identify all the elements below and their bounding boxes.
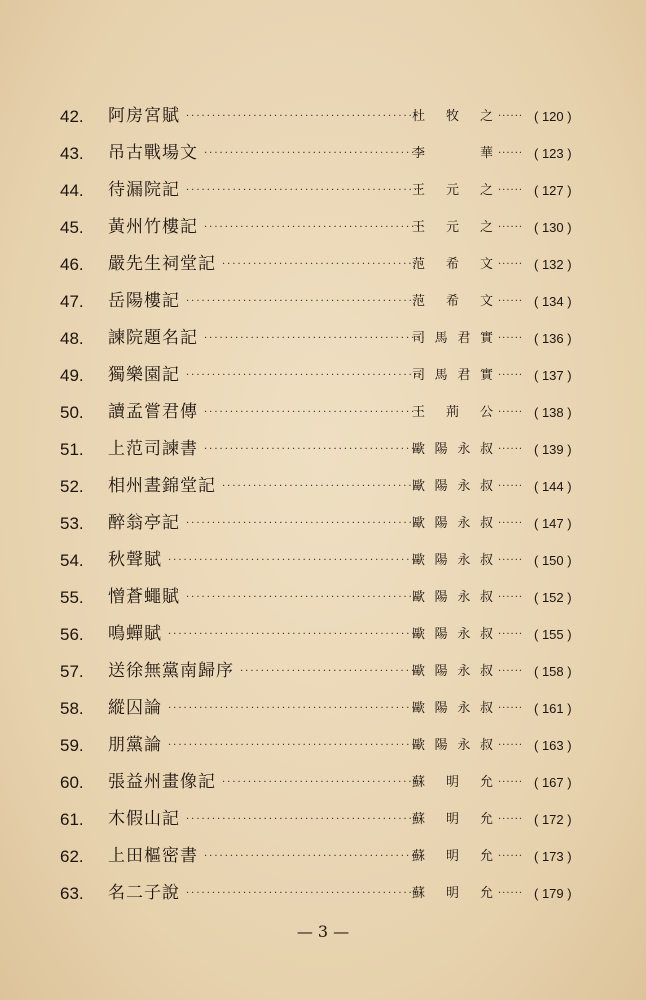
entry-title: 諫院題名記 bbox=[108, 328, 198, 348]
title-leader-dots: ··········································· bbox=[204, 444, 427, 455]
entry-author: 歐陽永叔 bbox=[412, 627, 496, 642]
entry-title: 相州晝錦堂記 bbox=[108, 476, 216, 496]
entry-page: ( 152 ) bbox=[534, 590, 572, 605]
entry-number: 58. bbox=[60, 699, 84, 718]
entry-number: 48. bbox=[60, 329, 84, 348]
toc-entry bbox=[60, 690, 600, 727]
entry-page: ( 130 ) bbox=[534, 220, 572, 235]
entry-author: 歐陽永叔 bbox=[412, 590, 496, 605]
title-leader-dots: ······································· bbox=[222, 481, 424, 492]
title-leader-dots: ···································· bbox=[240, 666, 427, 677]
entry-number: 54. bbox=[60, 551, 84, 570]
entry-page: ( 127 ) bbox=[534, 183, 572, 198]
toc-entry bbox=[60, 653, 600, 690]
toc-entry bbox=[60, 727, 600, 764]
leader-dots: ······ bbox=[498, 407, 524, 418]
entry-number: 60. bbox=[60, 773, 84, 792]
entry-author: 蘇明允 bbox=[412, 849, 496, 864]
title-leader-dots: ·············································· bbox=[186, 370, 425, 381]
title-leader-dots: ·············································· bbox=[186, 111, 425, 122]
entry-author: 歐陽永叔 bbox=[412, 701, 496, 716]
entry-page: ( 179 ) bbox=[534, 886, 572, 901]
entry-number: 62. bbox=[60, 847, 84, 866]
entry-page: ( 163 ) bbox=[534, 738, 572, 753]
entry-number: 52. bbox=[60, 477, 84, 496]
title-leader-dots: ······································· bbox=[222, 777, 424, 788]
entry-author: 范希文 bbox=[412, 257, 496, 272]
title-leader-dots: ··········································· bbox=[204, 851, 427, 862]
entry-author: 歐陽永叔 bbox=[412, 738, 496, 753]
title-leader-dots: ·················································· bbox=[168, 703, 427, 714]
entry-title: 送徐無黨南歸序 bbox=[108, 661, 234, 681]
entry-title: 嚴先生祠堂記 bbox=[108, 254, 216, 274]
entry-title: 朋黨論 bbox=[108, 735, 162, 755]
title-leader-dots: ·················································· bbox=[168, 555, 427, 566]
entry-author: 王元之 bbox=[412, 220, 496, 235]
entry-author: 歐陽永叔 bbox=[412, 479, 496, 494]
entry-number: 51. bbox=[60, 440, 84, 459]
entry-page: ( 123 ) bbox=[534, 146, 572, 161]
leader-dots: ······ bbox=[498, 222, 524, 233]
entry-page: ( 138 ) bbox=[534, 405, 572, 420]
entry-number: 59. bbox=[60, 736, 84, 755]
entry-author: 司馬君實 bbox=[412, 368, 496, 383]
entry-title: 秋聲賦 bbox=[108, 550, 162, 570]
leader-dots: ······ bbox=[498, 888, 524, 899]
entry-title: 縱囚論 bbox=[108, 698, 162, 718]
toc-entry bbox=[60, 357, 600, 394]
leader-dots: ······ bbox=[498, 481, 524, 492]
entry-title: 讀孟嘗君傳 bbox=[108, 402, 198, 422]
entry-title: 待漏院記 bbox=[108, 180, 180, 200]
entry-page: ( 120 ) bbox=[534, 109, 572, 124]
table-of-contents bbox=[60, 98, 600, 912]
entry-title: 木假山記 bbox=[108, 809, 180, 829]
entry-page: ( 155 ) bbox=[534, 627, 572, 642]
entry-author: 范希文 bbox=[412, 294, 496, 309]
leader-dots: ······ bbox=[498, 259, 524, 270]
entry-page: ( 172 ) bbox=[534, 812, 572, 827]
title-leader-dots: ·············································· bbox=[186, 592, 425, 603]
leader-dots: ······ bbox=[498, 629, 524, 640]
leader-dots: ······ bbox=[498, 148, 524, 159]
leader-dots: ······ bbox=[498, 518, 524, 529]
entry-page: ( 167 ) bbox=[534, 775, 572, 790]
entry-page: ( 161 ) bbox=[534, 701, 572, 716]
toc-entry bbox=[60, 246, 600, 283]
toc-entry bbox=[60, 98, 600, 135]
leader-dots: ······ bbox=[498, 185, 524, 196]
entry-number: 42. bbox=[60, 107, 84, 126]
entry-number: 55. bbox=[60, 588, 84, 607]
entry-title: 張益州畫像記 bbox=[108, 772, 216, 792]
title-leader-dots: ······································· bbox=[222, 259, 424, 270]
toc-entry bbox=[60, 505, 600, 542]
entry-page: ( 158 ) bbox=[534, 664, 572, 679]
entry-author: 歐陽永叔 bbox=[412, 553, 496, 568]
leader-dots: ······ bbox=[498, 814, 524, 825]
entry-author: 蘇明允 bbox=[412, 812, 496, 827]
leader-dots: ······ bbox=[498, 444, 524, 455]
entry-page: ( 139 ) bbox=[534, 442, 572, 457]
entry-title: 憎蒼蠅賦 bbox=[108, 587, 180, 607]
leader-dots: ······ bbox=[498, 740, 524, 751]
leader-dots: ······ bbox=[498, 333, 524, 344]
entry-title: 鳴蟬賦 bbox=[108, 624, 162, 644]
entry-number: 61. bbox=[60, 810, 84, 829]
entry-author: 歐陽永叔 bbox=[412, 516, 496, 531]
entry-author: 司馬君實 bbox=[412, 331, 496, 346]
entry-title: 醉翁亭記 bbox=[108, 513, 180, 533]
entry-author: 李 華 bbox=[412, 146, 496, 161]
entry-author: 王元之 bbox=[412, 183, 496, 198]
toc-entry bbox=[60, 283, 600, 320]
title-leader-dots: ··········································· bbox=[204, 148, 427, 159]
entry-title: 獨樂園記 bbox=[108, 365, 180, 385]
title-leader-dots: ·················································· bbox=[168, 629, 427, 640]
entry-title: 岳陽樓記 bbox=[108, 291, 180, 311]
toc-entry bbox=[60, 431, 600, 468]
entry-page: ( 132 ) bbox=[534, 257, 572, 272]
entry-number: 46. bbox=[60, 255, 84, 274]
title-leader-dots: ·················································· bbox=[168, 740, 427, 751]
entry-number: 47. bbox=[60, 292, 84, 311]
toc-entry bbox=[60, 394, 600, 431]
entry-number: 44. bbox=[60, 181, 84, 200]
toc-entry bbox=[60, 135, 600, 172]
entry-author: 杜牧之 bbox=[412, 109, 496, 124]
entry-page: ( 134 ) bbox=[534, 294, 572, 309]
leader-dots: ······ bbox=[498, 777, 524, 788]
entry-author: 歐陽永叔 bbox=[412, 442, 496, 457]
toc-entry bbox=[60, 875, 600, 912]
title-leader-dots: ··········································· bbox=[204, 333, 427, 344]
entry-number: 63. bbox=[60, 884, 84, 903]
toc-entry bbox=[60, 468, 600, 505]
entry-page: ( 136 ) bbox=[534, 331, 572, 346]
entry-author: 蘇明允 bbox=[412, 775, 496, 790]
entry-page: ( 147 ) bbox=[534, 516, 572, 531]
leader-dots: ······ bbox=[498, 666, 524, 677]
title-leader-dots: ·············································· bbox=[186, 185, 425, 196]
title-leader-dots: ··········································· bbox=[204, 407, 427, 418]
entry-number: 43. bbox=[60, 144, 84, 163]
toc-entry bbox=[60, 320, 600, 357]
entry-title: 黃州竹樓記 bbox=[108, 217, 198, 237]
leader-dots: ······ bbox=[498, 592, 524, 603]
toc-entry bbox=[60, 801, 600, 838]
entry-number: 49. bbox=[60, 366, 84, 385]
toc-entry bbox=[60, 579, 600, 616]
toc-entry bbox=[60, 172, 600, 209]
title-leader-dots: ·············································· bbox=[186, 888, 425, 899]
entry-number: 45. bbox=[60, 218, 84, 237]
title-leader-dots: ··········································· bbox=[204, 222, 427, 233]
entry-author: 王荊公 bbox=[412, 405, 496, 420]
leader-dots: ······ bbox=[498, 851, 524, 862]
leader-dots: ······ bbox=[498, 111, 524, 122]
entry-title: 名二子說 bbox=[108, 883, 180, 903]
toc-entry bbox=[60, 764, 600, 801]
toc-entry bbox=[60, 542, 600, 579]
entry-number: 57. bbox=[60, 662, 84, 681]
toc-entry bbox=[60, 209, 600, 246]
title-leader-dots: ·············································· bbox=[186, 296, 425, 307]
entry-page: ( 173 ) bbox=[534, 849, 572, 864]
toc-entry bbox=[60, 838, 600, 875]
title-leader-dots: ·············································· bbox=[186, 814, 425, 825]
page-number: — 3 — bbox=[296, 922, 350, 941]
entry-title: 吊古戰場文 bbox=[108, 143, 198, 163]
toc-entry bbox=[60, 616, 600, 653]
entry-author: 歐陽永叔 bbox=[412, 664, 496, 679]
entry-page: ( 137 ) bbox=[534, 368, 572, 383]
leader-dots: ······ bbox=[498, 703, 524, 714]
entry-number: 56. bbox=[60, 625, 84, 644]
entry-author: 蘇明允 bbox=[412, 886, 496, 901]
title-leader-dots: ·············································· bbox=[186, 518, 425, 529]
entry-page: ( 150 ) bbox=[534, 553, 572, 568]
leader-dots: ······ bbox=[498, 555, 524, 566]
leader-dots: ······ bbox=[498, 370, 524, 381]
leader-dots: ······ bbox=[498, 296, 524, 307]
entry-page: ( 144 ) bbox=[534, 479, 572, 494]
entry-title: 阿房宮賦 bbox=[108, 106, 180, 126]
entry-title: 上范司諫書 bbox=[108, 439, 198, 459]
entry-number: 53. bbox=[60, 514, 84, 533]
entry-number: 50. bbox=[60, 403, 84, 422]
entry-title: 上田樞密書 bbox=[108, 846, 198, 866]
